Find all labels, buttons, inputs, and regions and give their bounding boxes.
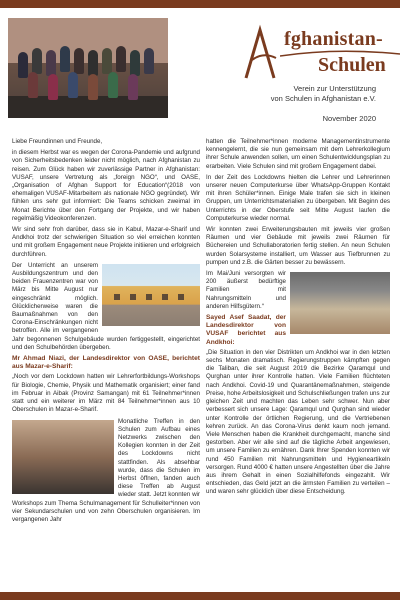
paragraph: in diesem Herbst war es wegen der Corona-Pandemie und aufgrund von Sicherheitsbedenken leider nicht möglich, nach Afghanistan zu reisen. Zum Glück haben wir zuverlässige Partner in Afghanistan: VUSAF, unsere Vertretung als „foreign NGO“, und OASE, „Organisation of Afghan Support for Education“(2018 von ehemaligen VUSAF-Mitarbeitern als nationale NGO gegründet). Wir fühlen uns sehr gut informiert: Die Teams schicken zweimal im Monat Berichte über den Fortgang der Projekte, und wir haben regelmäßig Videokonferenzen. [12,149,200,222]
greeting: Liebe Freundinnen und Freunde, [12,138,103,145]
bottom-border [0,592,400,600]
organization-line-2: von Schulen in Afghanistan e.V. [270,94,376,103]
quote-paragraph: „Die Situation in den vier Distrikten um Andkhoi war in den letzten sechs Monaten dramatisch. Regierungstruppen kämpften gegen die Taliban, die seit August 2019 die Bezirke Qaramqul und Qurghan unter ihrer Kontrolle hatten. Viele Familien flüchteten nach Andkhoi. Covid-19 und Quarantänemaßnahmen, steigende Preise, hohe Arbeitslosigkeit und Schulschließungen trafen uns zur gleichen Zeit und machten das Leben sehr schwer. Nun aber verbessert sich unsere Lage: Qaramqul und Qurghan sind wieder unter Kontrolle der örtlichen Regierung, und die Vertriebenen kehren zurück. An das Corona-Virus denkt kaum noch jemand. Viele Menschen haben die Krankheit durchgemacht, manche sind gestorben. Aber wir alle sind auf die tägliche Arbeit angewiesen, um unsere Familien zu ernähren. Dank Ihrer Spenden konnten wir rund 450 Familien mit Nahrungsmitteln und Hygieneartikeln versorgen. Rund 4000 € hatten unsere Angestellten über die Jahre aus ihrem Gehalt in einen Sozialhilfefonds eingezahlt. Wir entschieden, das Geld jetzt an die ärmsten Familien zu verteilen – und waren sehr glücklich über diese Entscheidung. [206,348,390,496]
logo-underline [280,50,400,60]
paragraph: Wir sind sehr froh darüber, dass sie in Kabul, Mazar-e-Sharif und Andkhoi trotz der schwierigen Situation so viel erreichen konnten und mit großem Engagement neue Projekte initiieren und erfolgreich durchführen. [12,226,200,258]
logo-text-line2: Schulen [318,54,386,76]
organization-line-1: Verein zur Unterstützung [293,84,376,93]
right-column [206,138,390,500]
top-border [0,0,400,8]
section-heading-oase: Mr Ahmad Niazi, der Landesdirektor von OASE, berichtet aus Mazar-e-Sharif: [12,355,200,371]
workshop-photo [12,420,114,494]
section-heading-vusaf: Sayed Asef Saadat, der Landesdirektor von VUSAF berichtet aus Andkhoi: [206,314,286,346]
paragraph: Monatliche Treffen in den Schulen zum Aufbau eines Netzwerks zwischen den Kollegien konnten in der Zeit des Lockdowns nicht stattfinden. Als absehbar wurde, dass die Schulen im Herbst öffnen, fanden auch diese Treffen ab August wieder statt. Jetzt konnten wir Workshops zum Thema Schulmanagement für Schulleiter*innen von vier Sekundarschulen und von zehn Oberschulen organisieren. Im vergangenen Jahr [12,417,200,523]
paragraph: In der Zeit des Lockdowns hielten die Lehrer und Lehrerinnen unserer neuen Computerkurse über WhatsApp-Gruppen Kontakt mit ihren Schüler*innen. Einige Male trafen sie sich in kleinen Gruppen, um Unterrichtsmaterialien zu übergeben. Mit Beginn des Unterrichts in der Oberstufe seit Mitte August laufen die Computerkurse wieder normal. [206,173,390,222]
logo-text-line1: fghanistan- [284,28,383,50]
logo-a-icon [240,24,280,82]
group-photo [8,18,168,118]
paragraph: hatten die Teilnehmer*innen moderne Managementinstrumente kennengelernt, die sie nun gemeinsam mit dem Lehrerkollegium ihrer Schule anwenden sollen, um einen Schulentwicklungsplan zu erarbeiten. Viele Schulen sind mit großem Engagement dabei. [206,138,390,170]
paragraph: Im Mai/Juni versorgten wir 200 äußerst bedürftige Familien mit Nahrungsmitteln und anderen Hilfsgütern.“ [206,270,286,310]
organization-name [186,84,376,104]
school-building-photo [102,264,200,326]
food-aid-photo [290,272,390,334]
paragraph: Wir konnten zwei Erweiterungsbauten mit jeweils vier großen Räumen und vier Gebäude mit jeweils zwei Räumen für Büchereien und Schullaboratorien fertig stellen. An neun Schulen wurden Solarsysteme installiert, um Wasser aus Tiefbrunnen zu pumpen und z.B. die Gärten besser zu bewässern. [206,226,390,266]
paragraph: Der Unterricht an unserem Ausbildungszentrum und den beiden Frauenzentren war von März bis Mitte August nur eingeschränkt möglich. Glücklicherweise waren die Baumaßnahmen von den Corona-Einschränkungen nicht betroffen. Alle im vergangenen Jahr begonnenen Schulgebäude wurden fertiggestellt, eingerichtet und den Schulbehörden übergeben. [12,261,200,351]
left-column [12,138,200,527]
quote-paragraph: „Noch vor dem Lockdown hatten wir Lehrerfortbildungs-Workshops für Biologie, Chemie, Physik und Mathematik organisiert; einer fand im Februar in Aibak (Provinz Samangan) mit 61 Teilnehmer*innen statt und ein weiterer im März mit 84 Teilnehmer*innen aus 10 Oberschulen in Mazar-e-Sharif. [12,373,200,414]
issue-date: November 2020 [322,114,376,123]
